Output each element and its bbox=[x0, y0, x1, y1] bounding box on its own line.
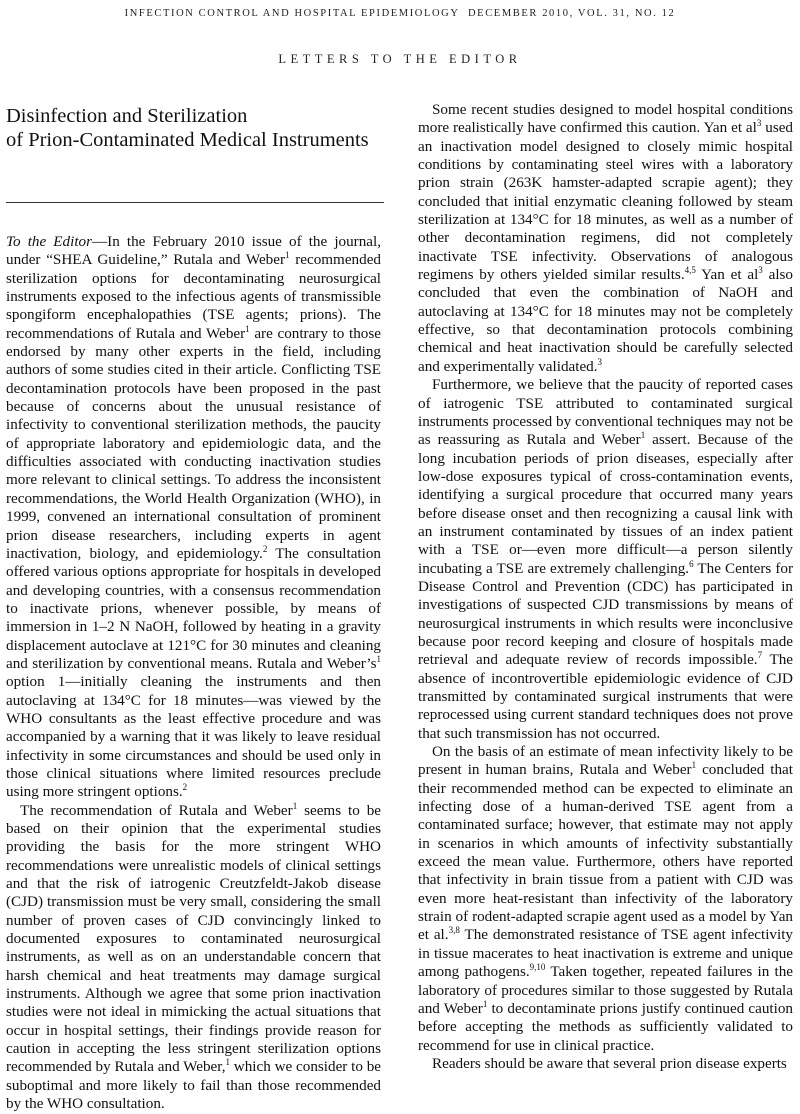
citation-marker: 3 bbox=[756, 118, 762, 129]
citation-marker: 3 bbox=[597, 356, 603, 367]
text-run: Yan et al bbox=[695, 266, 759, 284]
text-run: assert. Because of the long incubation periods of prion diseases, especially after low-dose exposures typical of cross-contamination events, identifying a surgical procedure that occurred many years before disease onset and then recognizing a causal link with an instrument contaminated by tissues of an index patient with a TSE or—even more difficult—a person silently incubating a TSE are extremely challenging. bbox=[418, 431, 793, 577]
text-run: The demonstrated resistance of TSE agent infectivity in tissue macerates to heat inactivation is extreme and unique among pathogens. bbox=[418, 926, 793, 981]
citation-marker: 1 bbox=[691, 760, 697, 771]
paragraph bbox=[6, 802, 381, 1114]
journal-name: INFECTION CONTROL AND HOSPITAL EPIDEMIOLOGY bbox=[124, 8, 460, 19]
text-run: are contrary to those endorsed by many other experts in the field, including authors of some studies cited in their article. Conflicting TSE decontamination protocols have been proposed in the past because of concerns about the unusual resistance of infectivity to conventional sterilization methods, the paucity of appropriate laboratory and epidemiologic data, and the difficulties associated with conducting inactivation studies more relevant to clinical settings. To address the inconsistent recommendations, the World Health Organization (WHO), in 1999, convened an international consultation of prominent prion disease researchers, including experts in agent inactivation, biology, and epidemiology. bbox=[6, 324, 381, 562]
text-run: The absence of incontrovertible epidemiologic evidence of CJD transmitted by contaminated surgical instruments that were reprocessed using current standard techniques does not prove that such transmission has not occurred. bbox=[418, 651, 793, 742]
text-run: The consultation offered various options appropriate for hospitals in developed and developing countries, with a consensus recommendation to inactivate prions, whenever possible, by means of immersion in 1–2 N NaOH, followed by heating in a gravity displacement autoclave at 121°C for 30 minutes and cleaning and sterilization by conventional means. Rutala and Weber’s bbox=[6, 544, 381, 672]
text-run: Furthermore, we believe that the paucity of reported cases of iatrogenic TSE attributed to contaminated surgical instruments processed by conventional techniques may not be as reassuring as Rutala and Weber bbox=[418, 376, 793, 449]
article-title bbox=[6, 104, 386, 152]
text-run: The recommendation of Rutala and Weber bbox=[20, 801, 293, 819]
section-heading: LETTERS TO THE EDITOR bbox=[278, 52, 522, 66]
paragraph bbox=[418, 376, 793, 743]
text-run: Some recent studies designed to model hospital conditions more realistically have confirmed this caution. Yan et al bbox=[418, 101, 793, 137]
citation-marker: 3,8 bbox=[448, 925, 460, 936]
text-run: seems to be based on their opinion that the experimental studies providing the basis for the more stringent WHO recommendations were unrealistic models of clinical settings and that the risk of iatrogenic Creutzfeldt-Jakob disease (CJD) transmission must be very small, considering the small number of proven cases of CJD convincingly linked to documented exposures to contaminated neurosurgical instruments, as well as on an understandable concern that harsh chemical and heat treatments may damage surgical instruments. Although we agree that some prion inactivation studies were not ideal in mimicking the actual situations that occur in hospital settings, their findings provide reason for caution in accepting the less stringent sterilization options recommended by Rutala and Weber, bbox=[6, 801, 381, 1076]
text-run: The Centers for Disease Control and Prevention (CDC) has participated in investigations of suspected CJD transmissions by means of neurosurgical instruments in which results were inconclusive because poor record keeping and closure of hospitals made retrieval and adequate review of records impossible. bbox=[418, 559, 793, 669]
citation-marker: 1 bbox=[482, 998, 488, 1009]
paragraph bbox=[418, 743, 793, 1055]
text-run: Taken together, repeated failures in the laboratory of procedures similar to those suggested by Rutala and Weber bbox=[418, 963, 794, 1017]
running-header bbox=[0, 8, 800, 19]
salutation: To the Editor bbox=[6, 233, 93, 250]
text-run: option 1—initially cleaning the instruments and then autoclaving at 134°C for 18 minutes—was viewed by the WHO consultants as the least effective procedure and was accompanied by a warning that it was likely to leave residual infectivity in some circumstances and should be used only in those clinical situations where limited resources preclude using more stringent options. bbox=[6, 673, 381, 801]
title-line-2: of Prion-Contaminated Medical Instruments bbox=[6, 129, 369, 151]
citation-marker: 1 bbox=[245, 323, 250, 334]
citation-marker: 6 bbox=[689, 558, 694, 569]
text-run: also concluded that even the combination of NaOH and autoclaving at 134°C for 18 minutes may not be completely effective, so that decontamination protocols combining chemical and heat inactivation should be carefully selected and experimentally validated. bbox=[418, 266, 793, 375]
citation-marker: 3 bbox=[758, 265, 763, 276]
text-run: Readers should be aware that several prion disease experts bbox=[432, 1054, 787, 1072]
left-column bbox=[6, 233, 381, 1114]
text-run: recommended sterilization options for decontaminating neurosurgical instruments exposed to the infectious agents of transmissible spongiform encephalopathies (TSE agents; prions). The recommendations of Rutala and Weber bbox=[6, 251, 381, 342]
citation-marker: 1 bbox=[292, 800, 298, 811]
citation-marker: 1 bbox=[285, 250, 290, 261]
citation-marker: 2 bbox=[182, 782, 188, 793]
text-run: used an inactivation model designed to closely mimic hospital conditions by contaminating steel wires with a laboratory prion strain (263K hamster-adapted scrapie agent); they concluded that initial enzymatic cleaning followed by steam sterilization at 134°C for 18 minutes, as well as a number of other decontamination regimens, did not completely inactivate TSE infectivity. Observations of analogous regimens by others yielded similar results. bbox=[418, 119, 793, 284]
paragraph bbox=[6, 233, 381, 802]
text-run: which we consider to be suboptimal and more likely to fail than those recommended by the WHO consultation. bbox=[6, 1058, 381, 1113]
text-run: —In the February 2010 issue of the journal, under “SHEA Guideline,” Rutala and Weber bbox=[6, 233, 381, 269]
paragraph bbox=[418, 101, 793, 376]
paragraph bbox=[418, 1055, 793, 1073]
right-column bbox=[418, 101, 793, 1073]
title-divider bbox=[6, 202, 384, 203]
text-run: On the basis of an estimate of mean infectivity likely to be present in human brains, Rutala and Weber bbox=[418, 743, 793, 779]
citation-marker: 1 bbox=[376, 653, 381, 664]
citation-marker: 9,10 bbox=[529, 962, 546, 973]
citation-marker: 7 bbox=[757, 650, 763, 661]
text-run: concluded that their recommended method can be expected to eliminate an infecting dose of a human-derived TSE agent from a contaminated surface; however, that estimate may not apply in scenarios in which amounts of infectivity substantially exceed the mean value. Furthermore, others have reported that infectivity in brain tissue from a patient with CJD was even more heat-resistant than infectivity of the laboratory strain of rodent-adapted scrapie agent used as a model by Yan et al. bbox=[418, 761, 793, 944]
citation-marker: 4,5 bbox=[684, 265, 696, 276]
title-line-1: Disinfection and Sterilization bbox=[6, 105, 248, 127]
citation-marker: 2 bbox=[262, 543, 268, 554]
text-run: to decontaminate prions justify continued caution before accepting the methods as sufficiently validated to recommend for use in clinical practice. bbox=[418, 999, 793, 1054]
issue-info: DECEMBER 2010, VOL. 31, NO. 12 bbox=[468, 8, 676, 19]
citation-marker: 1 bbox=[640, 430, 646, 441]
citation-marker: 1 bbox=[225, 1057, 230, 1068]
